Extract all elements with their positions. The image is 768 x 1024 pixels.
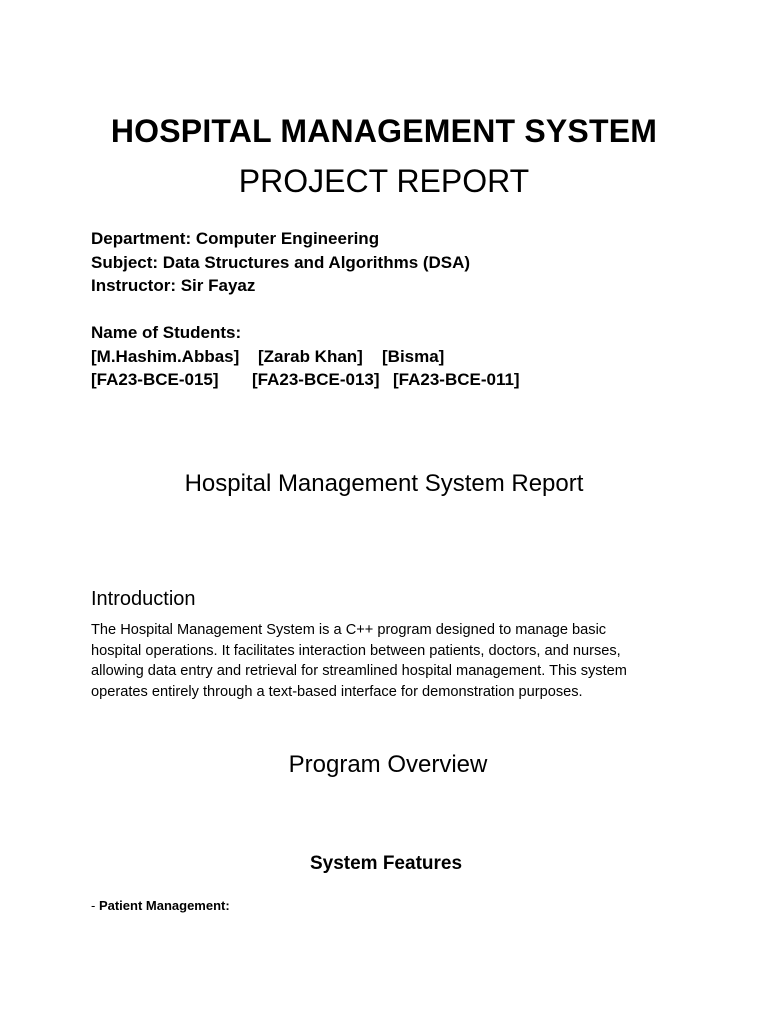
program-overview-heading: Program Overview	[288, 751, 488, 778]
student-names-row	[91, 345, 520, 369]
students-heading: Name of Students:	[91, 323, 242, 342]
course-info	[91, 227, 470, 298]
students-block	[91, 321, 520, 392]
instructor-line: Instructor: Sir Fayaz	[91, 276, 256, 295]
introduction-line: The Hospital Management System is a C++ program designed to manage basic	[91, 622, 607, 638]
student-ids-row	[91, 368, 520, 392]
student-id: [FA23-BCE-011]	[393, 370, 520, 389]
introduction-line: allowing data entry and retrieval for streamlined hospital management. This system	[91, 663, 627, 680]
student-id: [FA23-BCE-015]	[91, 370, 219, 389]
student-name: [M.Hashim.Abbas]	[91, 346, 240, 366]
document-title: HOSPITAL MANAGEMENT SYSTEM	[110, 113, 658, 149]
introduction-line: operates entirely through a text-based interface for demonstration purposes.	[91, 683, 583, 700]
document-subtitle: PROJECT REPORT	[238, 163, 530, 199]
subject-line: Subject: Data Structures and Algorithms (DSA)	[91, 252, 471, 272]
report-heading: Hospital Management System Report	[184, 470, 584, 497]
student-name: [Bisma]	[382, 346, 445, 366]
introduction-heading: Introduction	[91, 588, 196, 610]
feature-item	[91, 897, 230, 915]
feature-dash: -	[91, 898, 99, 913]
feature-label: Patient Management:	[98, 898, 230, 913]
student-name: [Zarab Khan]	[258, 346, 363, 366]
introduction-paragraph	[91, 620, 671, 702]
department-line: Department: Computer Engineering	[91, 229, 380, 248]
student-id: [FA23-BCE-013]	[252, 370, 380, 389]
system-features-heading: System Features	[309, 853, 463, 874]
introduction-line: hospital operations. It facilitates interaction between patients, doctors, and nurses,	[91, 642, 621, 659]
